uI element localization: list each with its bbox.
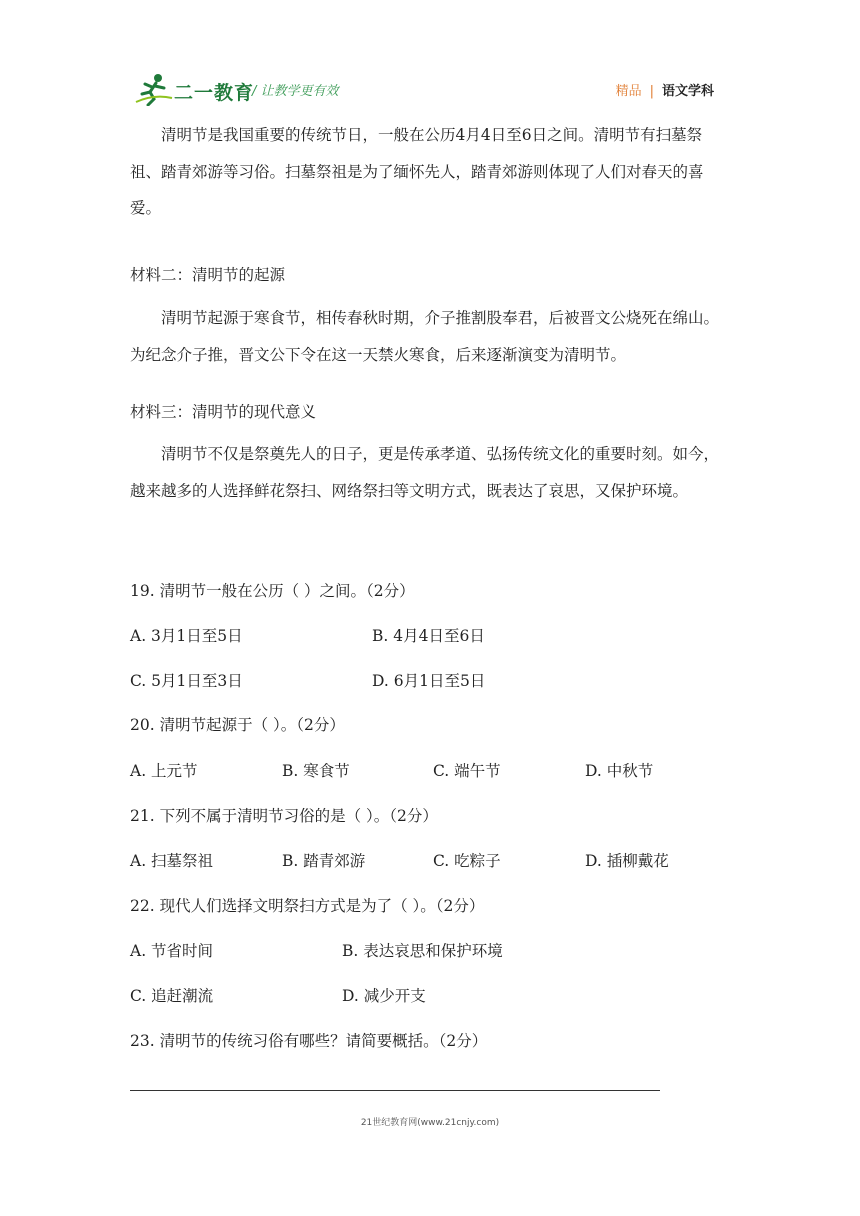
quality-tag: 精品 bbox=[615, 84, 642, 99]
subject-tag: 语文学科 bbox=[661, 84, 714, 99]
question-19-option-d[interactable]: D. 6月1日至5日 bbox=[372, 672, 486, 690]
question-22-option-b[interactable]: B. 表达哀思和保护环境 bbox=[342, 942, 503, 960]
material2-title: 材料二：清明节的起源 bbox=[130, 266, 286, 284]
question-21-option-b[interactable]: B. 踏青郊游 bbox=[282, 852, 366, 870]
logo-text: 二一教育 bbox=[174, 82, 255, 104]
material3-title: 材料三：清明节的现代意义 bbox=[130, 403, 317, 421]
question-22-option-a[interactable]: A. 节省时间 bbox=[130, 942, 214, 960]
page-header bbox=[134, 72, 734, 106]
question-21-option-d[interactable]: D. 插柳戴花 bbox=[585, 852, 669, 870]
question-20-option-c[interactable]: C. 端午节 bbox=[433, 762, 501, 780]
material1-text: 清明节是我国重要的传统节日，一般在公历4月4日至6日之间。清明节有扫墓祭祖、踏青郊游等习俗。扫墓祭祖是为了缅怀先人，踏青郊游则体现了人们对春天的喜爱。 bbox=[130, 126, 704, 217]
question-19-option-c[interactable]: C. 5月1日至3日 bbox=[130, 672, 243, 690]
header-separator: | bbox=[649, 84, 654, 99]
runner-logo-icon bbox=[134, 72, 174, 106]
question-20-stem: 20. 清明节起源于（ ）。（2分） bbox=[130, 716, 345, 734]
material3-text: 清明节不仅是祭奠先人的日子，更是传承孝道、弘扬传统文化的重要时刻。如今，越来越多的人选择鲜花祭扫、网络祭扫等文明方式，既表达了哀思，又保护环境。 bbox=[130, 445, 720, 500]
slogan: / 让教学更有效 bbox=[252, 84, 339, 99]
answer-line[interactable] bbox=[130, 1090, 660, 1091]
question-19-option-a[interactable]: A. 3月1日至5日 bbox=[130, 627, 243, 645]
header-tags bbox=[616, 80, 714, 99]
question-20-option-b[interactable]: B. 寒食节 bbox=[282, 762, 350, 780]
material2-text: 清明节起源于寒食节，相传春秋时期，介子推割股奉君，后被晋文公烧死在绵山。为纪念介子推，晋文公下令在这一天禁火寒食，后来逐渐演变为清明节。 bbox=[130, 309, 720, 364]
question-21-option-a[interactable]: A. 扫墓祭祖 bbox=[130, 852, 214, 870]
question-20-option-a[interactable]: A. 上元节 bbox=[130, 762, 198, 780]
question-20-option-d[interactable]: D. 中秋节 bbox=[585, 762, 654, 780]
question-22-option-d[interactable]: D. 减少开支 bbox=[342, 987, 426, 1005]
question-22-stem: 22. 现代人们选择文明祭扫方式是为了（ ）。（2分） bbox=[130, 897, 485, 915]
footer: 21世纪教育网(www.21cnjy.com) bbox=[360, 1118, 500, 1128]
question-19-option-b[interactable]: B. 4月4日至6日 bbox=[372, 627, 485, 645]
question-21-option-c[interactable]: C. 吃粽子 bbox=[433, 852, 501, 870]
question-23-stem: 23. 清明节的传统习俗有哪些？请简要概括。（2分） bbox=[130, 1032, 488, 1050]
question-22-option-c[interactable]: C. 追赶潮流 bbox=[130, 987, 214, 1005]
question-19-stem: 19. 清明节一般在公历（ ）之间。（2分） bbox=[130, 582, 415, 600]
question-21-stem: 21. 下列不属于清明节习俗的是（ ）。（2分） bbox=[130, 807, 438, 825]
